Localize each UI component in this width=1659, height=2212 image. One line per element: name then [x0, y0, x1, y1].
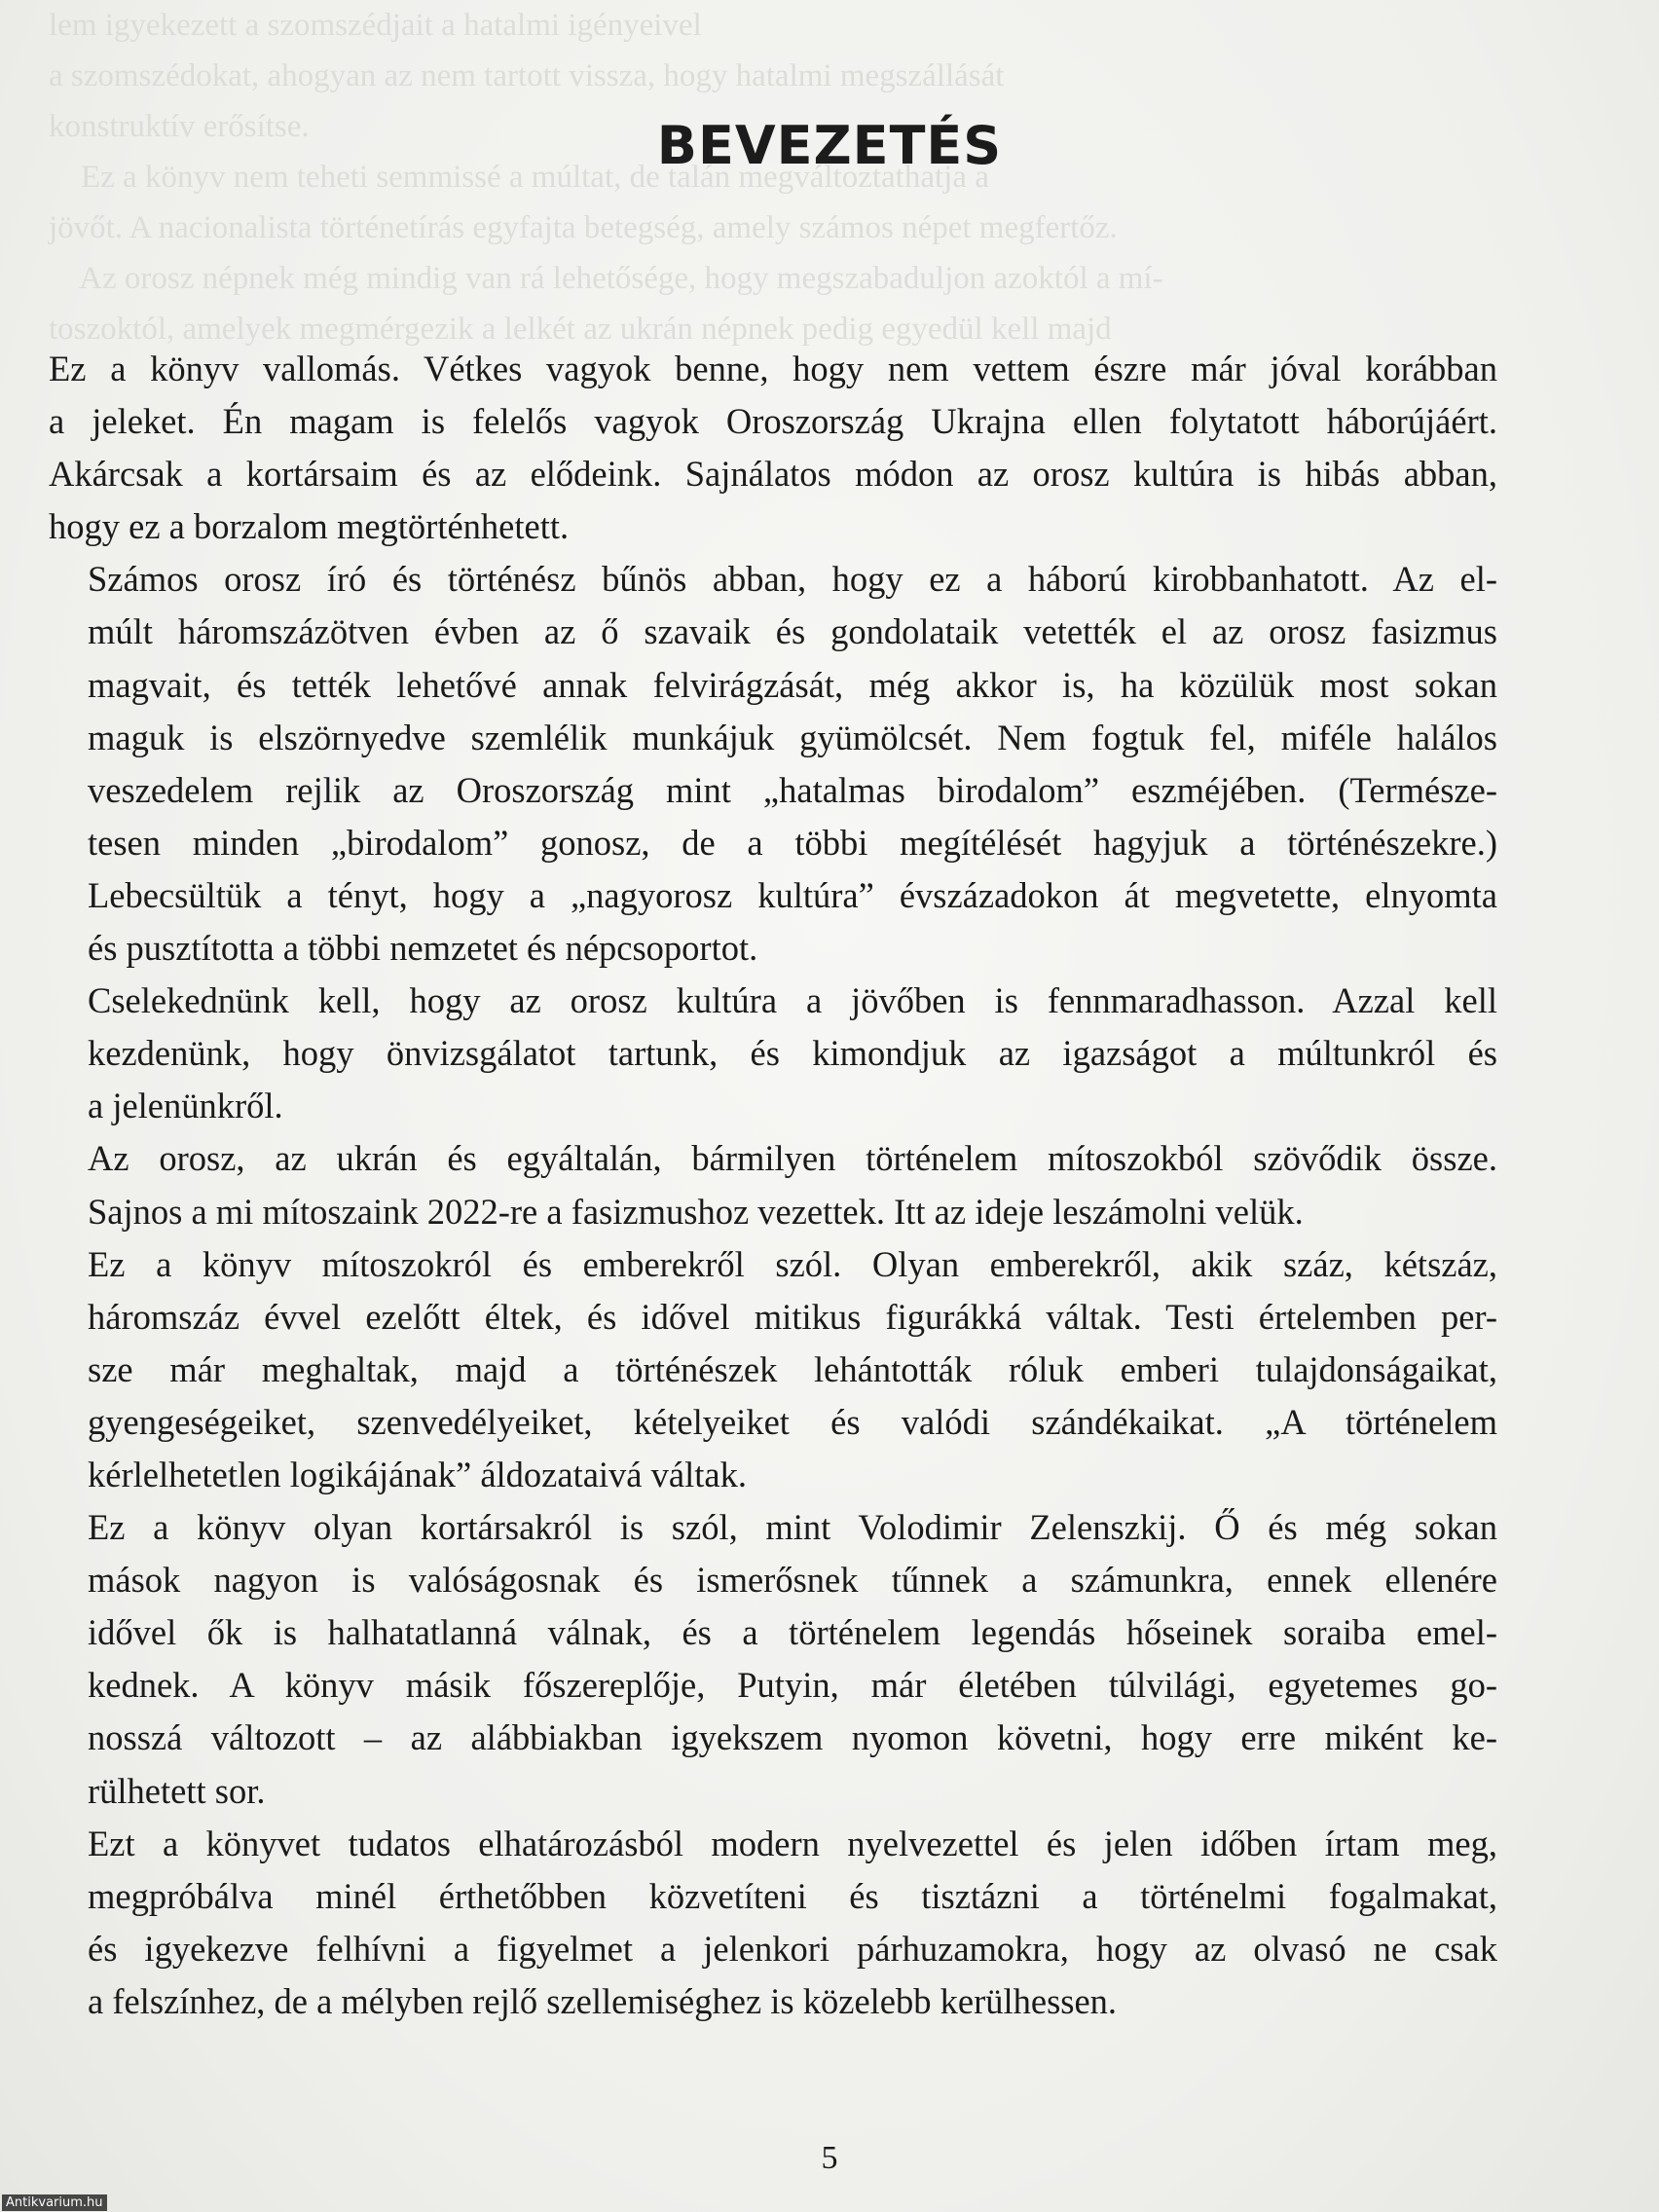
- text-line: sze már meghaltak, majd a történészek lehántották róluk emberi tulajdonságaikat,: [88, 1348, 1497, 1389]
- text-line: háromszáz évvel ezelőtt éltek, és idővel mitikus figurákká váltak. Testi értelemben per-: [88, 1296, 1497, 1337]
- text-line: Akárcsak a kortársaim és az elődeink. Sajnálatos módon az orosz kultúra is hibás abban,: [49, 454, 1497, 495]
- text-line: Ez a könyv mítoszokról és emberekről szól. Olyan emberekről, akik száz, kétszáz,: [88, 1243, 1497, 1284]
- text-line: Ezt a könyvet tudatos elhatározásból modern nyelvezettel és jelen időben írtam meg,: [88, 1823, 1497, 1863]
- chapter-title: BEVEZETÉS: [656, 115, 1003, 176]
- watermark: Antikvarium.hu: [2, 2194, 107, 2211]
- text-line: a felszínhez, de a mélyben rejlő szellemiséghez is közelebb kerülhessen.: [88, 1980, 1118, 2021]
- paragraph-6: [49, 1501, 1497, 1818]
- text-line: maguk is elszörnyedve szemlélik munkájuk gyümölcsét. Nem fogtuk fel, miféle halálos: [88, 717, 1497, 757]
- text-line: Cselekednünk kell, hogy az orosz kultúra a jövőben is fennmaradhasson. Azzal kell: [88, 980, 1497, 1021]
- text-line: a jelenünkről.: [88, 1086, 283, 1126]
- text-line: megpróbálva minél érthetőbben közvetíteni és tisztázni a történelmi fogalmakat,: [88, 1875, 1497, 1916]
- paragraph-2: [49, 553, 1497, 975]
- show-through-text: lem igyekezett a szomszédjait a hatalmi igényeivel a szomszédokat, ahogyan az nem tartott vissza, hogy hatalmi megszállását konstruktív erősítse. Ez a könyv nem teheti semmissé a múltat, de talán megváltoztathatja a jövőt. A nacionalista történetírás egyfajta betegség, amely számos népet megfertőz. Az orosz népnek még mindig van rá lehetősége, hogy megszabaduljon azoktól a mí- toszoktól, amelyek megmérgezik a lelkét az ukrán népnek pedig egyedül kell majd: [49, 8, 1163, 347]
- text-line: Ez a könyv olyan kortársakról is szól, mint Volodimir Zelenszkij. Ő és még sokan: [88, 1507, 1497, 1548]
- paragraph-4: [49, 1132, 1497, 1237]
- text-line: múlt háromszázötven évben az ő szavaik és gondolataik vetették el az orosz fasizmus: [88, 611, 1497, 652]
- paragraph-7: [49, 1818, 1497, 2028]
- text-line: kednek. A könyv másik főszereplője, Putyin, már életében túlvilági, egyetemes go-: [88, 1665, 1497, 1706]
- chapter-body: [49, 343, 1497, 2028]
- text-line: és pusztította a többi nemzetet és népcsoportot.: [88, 928, 758, 969]
- paragraph-3: [49, 975, 1497, 1132]
- text-line: mások nagyon is valóságosnak és ismerősnek tűnnek a számunkra, ennek ellenére: [88, 1560, 1497, 1601]
- text-line: Az orosz, az ukrán és egyáltalán, bármilyen történelem mítoszokból szövődik össze.: [88, 1138, 1497, 1179]
- text-line: Sajnos a mi mítoszaink 2022-re a fasizmushoz vezettek. Itt az ideje leszámolni velük.: [88, 1191, 1304, 1232]
- text-line: Számos orosz író és történész bűnös abban, hogy ez a háború kirobbanhatott. Az el-: [88, 559, 1497, 600]
- text-line: tesen minden „birodalom” gonosz, de a többi megítélését hagyjuk a történészekre.): [88, 822, 1497, 863]
- text-line: nosszá változott – az alábbiakban igyekszem nyomon követni, hogy erre miként ke-: [88, 1717, 1497, 1758]
- text-line: és igyekezve felhívni a figyelmet a jelenkori párhuzamokra, hogy az olvasó ne csak: [88, 1928, 1497, 1969]
- text-line: magvait, és tették lehetővé annak felvirágzását, még akkor is, ha közülük most sokan: [88, 664, 1497, 705]
- text-line: gyengeségeiket, szenvedélyeiket, kételyeiket és valódi szándékaikat. „A történelem: [88, 1401, 1497, 1442]
- text-line: hogy ez a borzalom megtörténhetett.: [49, 506, 570, 547]
- text-line: Ez a könyv vallomás. Vétkes vagyok benne, hogy nem vettem észre már jóval korábban: [49, 349, 1497, 388]
- text-line: kérlelhetetlen logikájának” áldozataivá váltak.: [88, 1454, 747, 1494]
- paragraph-5: [49, 1238, 1497, 1501]
- text-line: idővel ők is halhatatlanná válnak, és a történelem legendás hőseinek soraiba emel-: [88, 1612, 1497, 1653]
- text-line: a jeleket. Én magam is felelős vagyok Oroszország Ukrajna ellen folytatott háborújáért.: [49, 401, 1497, 442]
- text-line: veszedelem rejlik az Oroszország mint „hatalmas birodalom” eszméjében. (Természe-: [88, 769, 1497, 810]
- text-line: Lebecsültük a tényt, hogy a „nagyorosz kultúra” évszázadokon át megvetette, elnyomta: [88, 874, 1497, 915]
- page-number: 5: [821, 2140, 838, 2176]
- paragraph-1: [49, 343, 1497, 553]
- text-line: rülhetett sor.: [88, 1770, 266, 1811]
- text-line: kezdenünk, hogy önvizsgálatot tartunk, és kimondjuk az igazságot a múltunkról és: [88, 1033, 1497, 1074]
